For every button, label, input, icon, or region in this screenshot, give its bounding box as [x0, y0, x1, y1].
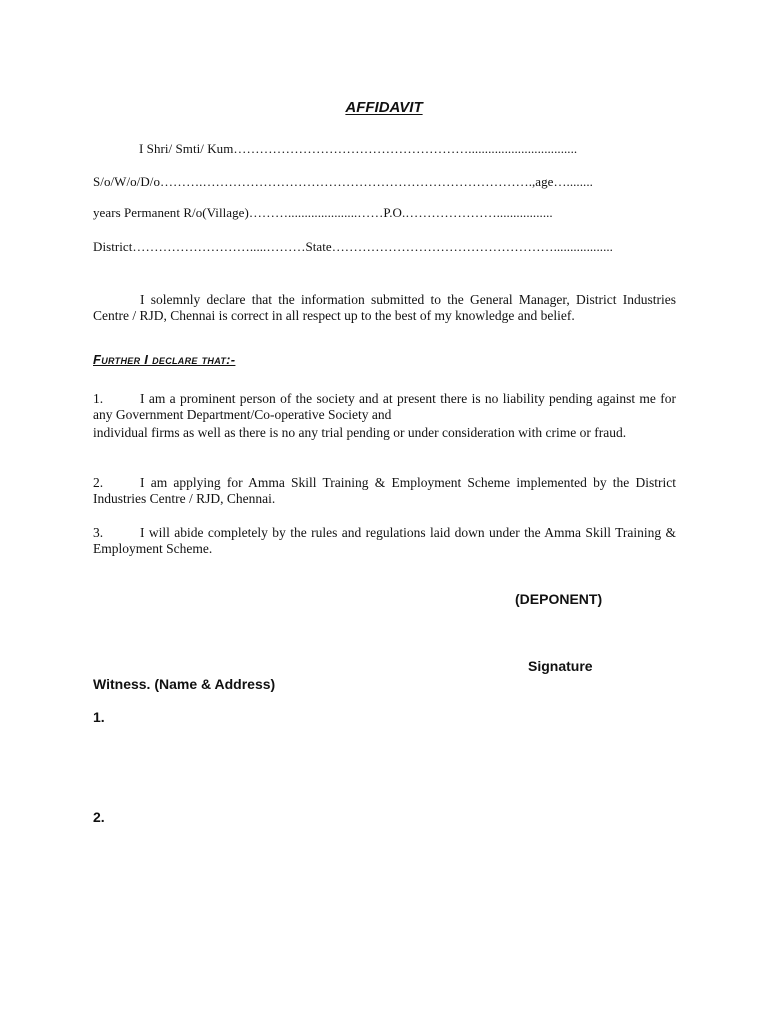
item-number: 3. [93, 525, 104, 540]
item-text: I am a prominent person of the society and at present there is no liability pending against me for any Government Department/Co-operative Society and [93, 391, 676, 422]
item-number: 1. [93, 391, 104, 406]
document-title: AFFIDAVIT [345, 99, 423, 116]
district-fill-line: District……………………….....………State…………………………………………….................. [93, 239, 613, 254]
deponent-label: (DEPONENT) [515, 591, 603, 607]
declaration-item-1-continued [93, 425, 676, 441]
declaration-text: I solemnly declare that the information submitted to the General Manager, District Industries Centre / RJD, Chennai is correct in all respect up to the best of my knowledge and belief. [93, 292, 676, 323]
parent-fill-line: S/o/W/o/D/o……….………………………………………………………………….,age…........ [93, 174, 593, 189]
declaration-item-3 [93, 525, 676, 557]
witness-heading: Witness. (Name & Address) [93, 676, 276, 692]
signature-label: Signature [528, 658, 593, 674]
residence-fill-line: years Permanent R/o(Village)……….....................……P.O.…………………................. [93, 205, 553, 220]
declaration-item-2 [93, 475, 676, 507]
item-text: I will abide completely by the rules and regulations laid down under the Amma Skill Training & Employment Scheme. [93, 525, 676, 556]
item-text: individual firms as well as there is no any trial pending or under consideration with crime or fraud. [93, 425, 627, 440]
item-text: I am applying for Amma Skill Training & Employment Scheme implemented by the District Industries Centre / RJD, Chennai. [93, 475, 676, 506]
witness-1-number: 1. [93, 709, 105, 725]
witness-2-number: 2. [93, 809, 105, 825]
further-heading: Further I declare that:- [93, 352, 236, 367]
declaration-item-1 [93, 391, 676, 423]
declaration-paragraph [93, 292, 676, 324]
name-fill-line: I Shri/ Smti/ Kum………………………………………………................................. [139, 141, 578, 156]
item-number: 2. [93, 475, 104, 490]
